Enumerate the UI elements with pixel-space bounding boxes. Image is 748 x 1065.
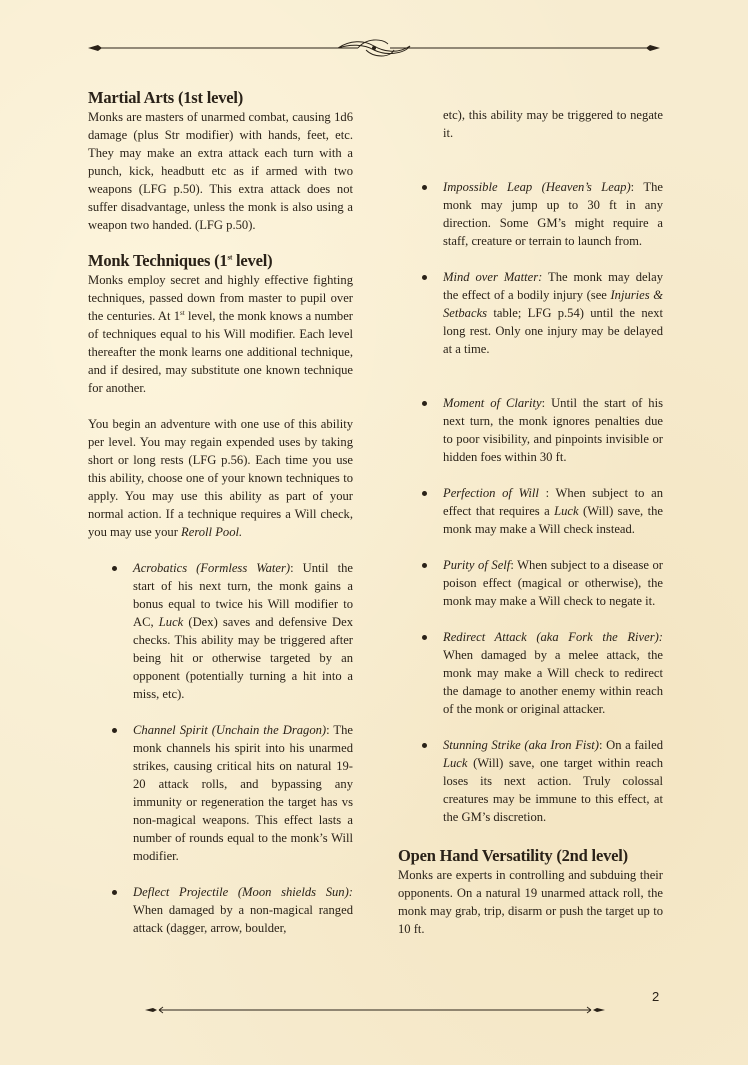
list-item: Channel Spirit (Unchain the Dragon): The monk channels his spirit into his unarmed strikes, causing critical hits on natural 19-20 attack rolls, and bypassing any immunity or regeneration the target has vs non-magical weapons. This effect lasts a number of rounds equal to the monk’s Will modifier. [88,721,353,865]
list-item: Purity of Self: When subject to a disease or poison effect (magical or otherwise), the monk may make a Will check to negate it. [398,556,663,610]
list-item: Deflect Projectile (Moon shields Sun): When damaged by a non-magical ranged attack (dagger, arrow, boulder, [88,883,353,937]
list-item-continuation: etc), this ability may be triggered to negate it. [443,108,663,140]
page-number: 2 [652,989,660,1004]
techniques-list-right [398,178,663,826]
list-item: Mind over Matter: The monk may delay the effect of a bodily injury (see Injuries & Setbacks table; LFG p.54) until the next long rest. Only one injury may be delayed at a time. [398,268,663,358]
open-hand-heading: Open Hand Versatility (2nd level) [398,846,628,865]
left-column [88,88,353,937]
list-item: Moment of Clarity: Until the start of his next turn, the monk ignores penalties due to poor visibility, and pinpoints invisible or hidden foes within 30 ft. [398,394,663,466]
martial-arts-heading: Martial Arts (1st level) [88,88,244,107]
list-item: Perfection of Will : When subject to an effect that requires a Luck (Will) save, the monk may make a Will check instead. [398,484,663,538]
list-item: Impossible Leap (Heaven’s Leap): The monk may jump up to 30 ft in any direction. Some GM’s might require a staff, creature or terrain to launch from. [398,178,663,250]
martial-arts-body: Monks are masters of unarmed combat, causing 1d6 damage (plus Str modifier) with hands, feet, etc. They may make an extra attack each turn with a punch, kick, headbutt etc as if armed with two weapons (LFG p.50). This extra attack does not suffer disadvantage, unless the monk is also using a weapon two handed. (LFG p.50). [88,110,353,232]
open-hand-body: Monks are experts in controlling and subduing their opponents. On a natural 19 unarmed attack roll, the monk may grab, trip, disarm or push the target up to 10 ft. [398,868,663,936]
monk-techniques-heading: Monk Techniques (1st level) [88,251,273,270]
bottom-ornament-divider [145,1003,605,1017]
list-item: Redirect Attack (aka Fork the River): When damaged by a melee attack, the monk may make a Will check to redirect the damage to another enemy within reach of the monk or original attacker. [398,628,663,718]
monk-techniques-usage: You begin an adventure with one use of this ability per level. You may regain expended uses by taking short or long rests (LFG p.56). Each time you use this ability, choose one of your known techniques to apply. You may use this ability as part of your normal action. If a technique requires a Will check, you may use your Reroll Pool. [88,417,353,539]
techniques-list-left [88,559,353,937]
list-item: Stunning Strike (aka Iron Fist): On a failed Luck (Will) save, one target within reach loses its next action. Truly colossal creatures may be immune to this effect, at the GM’s discretion. [398,736,663,826]
monk-techniques-intro: Monks employ secret and highly effective fighting techniques, passed down from master to pupil over the centuries. At 1st level, the monk knows a number of techniques equal to his Will modifier. Each level thereafter the monk learns one additional technique, and if desired, may substitute one known technique for another. [88,273,353,395]
top-ornament-divider [88,36,660,60]
list-item: Acrobatics (Formless Water): Until the start of his next turn, the monk gains a bonus equal to twice his Will modifier to AC, Luck (Dex) saves and defensive Dex checks. This ability may be triggered after being hit or otherwise targeted by an opponent (potentially turning a hit into a miss, etc). [88,559,353,703]
right-column [398,106,663,938]
